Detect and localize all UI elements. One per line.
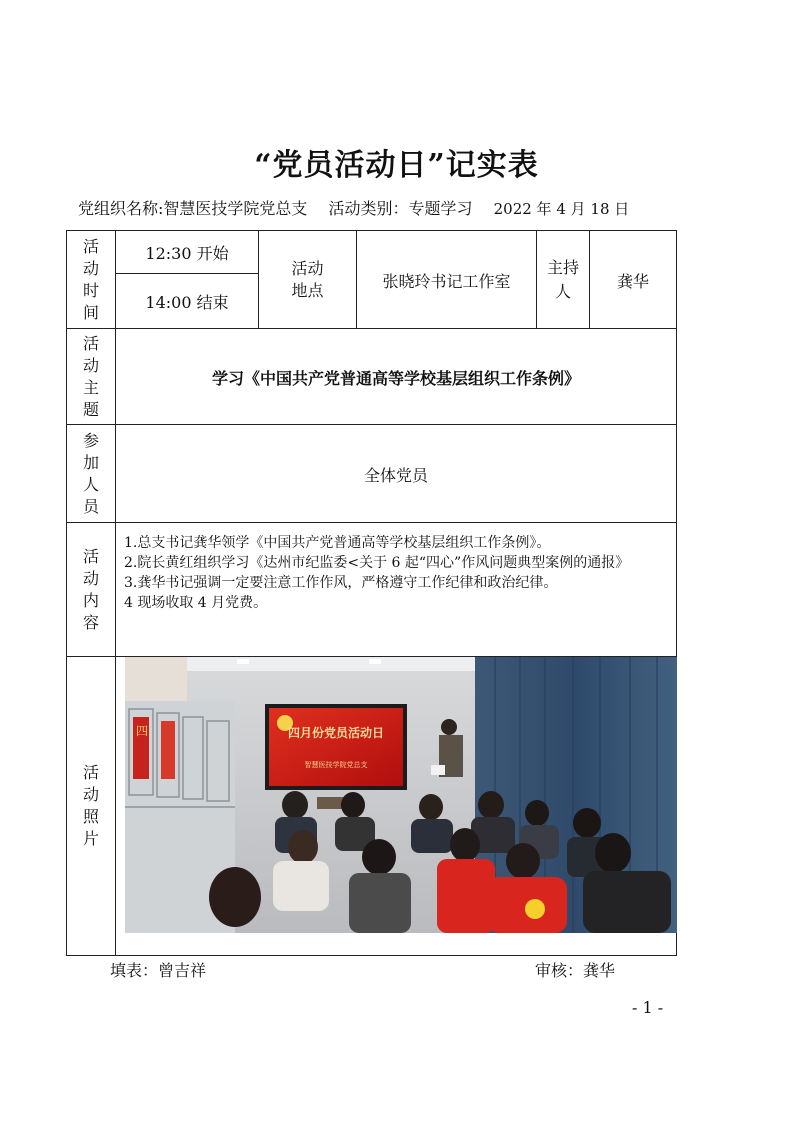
location-value: 张晓玲书记工作室 bbox=[357, 231, 537, 329]
record-table bbox=[66, 230, 677, 956]
content-item: 2.院长黄红组织学习《达州市纪监委<关于 6 起“四心”作风问题典型案例的通报》 bbox=[124, 555, 630, 571]
content-item: 1.总支书记龚华领学《中国共产党普通高等学校基层组织工作条例》。 bbox=[124, 535, 551, 551]
theme-label: 活动主题 bbox=[67, 329, 116, 424]
activity-date: 2022 年 4 月 18 日 bbox=[493, 200, 630, 218]
participants-value: 全体党员 bbox=[363, 465, 428, 485]
content-label: 活动内容 bbox=[67, 523, 116, 656]
org-name: 党组织名称:智慧医技学院党总支 bbox=[78, 199, 308, 218]
photo-label: 活动照片 bbox=[67, 657, 116, 955]
content-item: 3.龚华书记强调一定要注意工作作风，严格遵守工作纪律和政治纪律。 bbox=[124, 575, 558, 591]
photo-row bbox=[66, 656, 677, 956]
screen-title: 四月份党员活动日 bbox=[287, 726, 385, 740]
meta-line bbox=[78, 196, 688, 219]
participants-label: 参加人员 bbox=[67, 425, 116, 522]
location-label: 活动地点 bbox=[259, 231, 357, 329]
host-value: 龚华 bbox=[616, 271, 649, 291]
content-row bbox=[66, 522, 677, 656]
filled-by: 填表：曾吉祥 bbox=[110, 961, 207, 980]
screen-subtitle: 智慧医技学院党总支 bbox=[304, 761, 368, 769]
page-title: “党员活动日”记实表 bbox=[254, 148, 539, 183]
reviewed-by: 审核：龚华 bbox=[535, 961, 616, 980]
photo-illustration bbox=[125, 657, 677, 933]
activity-photo bbox=[125, 657, 677, 933]
end-time: 14:00 结束 bbox=[116, 274, 259, 329]
activity-category: 活动类别：专题学习 bbox=[328, 199, 473, 218]
time-label: 活动时间 bbox=[67, 231, 116, 328]
theme-row bbox=[66, 328, 677, 424]
poster-text: 四 bbox=[136, 724, 149, 738]
start-time: 12:30 开始 bbox=[116, 231, 259, 274]
content-item: 4 现场收取 4 月党费。 bbox=[124, 595, 268, 611]
content-list bbox=[124, 533, 670, 613]
wall-poster bbox=[125, 657, 187, 705]
theme-value: 学习《中国共产党普通高等学校基层组织工作条例》 bbox=[211, 368, 580, 388]
page-number: - 1 - bbox=[632, 998, 664, 1017]
host-label: 主持人 bbox=[537, 231, 590, 329]
time-row bbox=[66, 230, 677, 328]
participants-row bbox=[66, 424, 677, 522]
